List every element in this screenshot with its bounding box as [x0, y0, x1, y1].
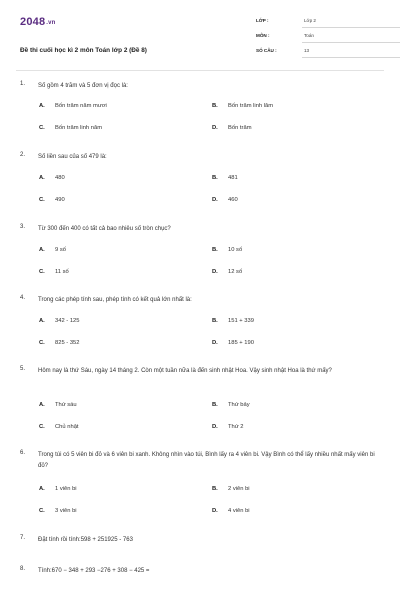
option-text: 4 viên bi	[228, 508, 250, 514]
option-a[interactable]	[39, 486, 77, 492]
option-text: Bốn trăm	[228, 125, 252, 131]
option-letter: B.	[212, 247, 218, 253]
meta-value: 13	[304, 48, 310, 53]
option-d[interactable]	[212, 269, 242, 275]
option-text: 151 + 339	[228, 318, 254, 324]
option-d[interactable]	[212, 125, 252, 131]
question-number: 2.	[20, 152, 26, 158]
option-text: Bốn trăm linh lăm	[228, 103, 274, 109]
question-text: Trong các phép tính sau, phép tính có kết quả lớn nhất là:	[38, 297, 192, 303]
question-text: Trong túi có 5 viên bi đỏ và 6 viên bi xanh. Không nhìn vào túi, Bình lấy ra 4 viên bi. Vậy Bình có thể lấy nhiều nhất mấy viên bi đỏ?	[38, 452, 375, 469]
option-c[interactable]	[39, 508, 77, 514]
question-text: Hôm nay là thứ Sáu, ngày 14 tháng 2. Còn một tuần nữa là đến sinh nhật Hoa. Vậy sinh nhật Hoa là thứ mấy?	[38, 368, 332, 374]
option-c[interactable]	[39, 424, 79, 430]
option-letter: D.	[212, 197, 218, 203]
option-letter: D.	[212, 269, 218, 275]
option-letter: C.	[39, 508, 45, 514]
question-text: Đặt tính rồi tính:598 + 251925 - 763	[38, 537, 133, 543]
option-a[interactable]	[39, 402, 77, 408]
option-b[interactable]	[212, 402, 250, 408]
question-text: Số liền sau của số 479 là:	[38, 154, 107, 160]
question-number: 5.	[20, 366, 26, 372]
option-b[interactable]	[212, 103, 273, 109]
logo-suffix: .vn	[46, 20, 56, 26]
meta-value: Lớp 2	[304, 18, 316, 23]
meta-label: SỐ CÂU :	[256, 48, 277, 53]
option-text: Bốn trăm linh năm	[55, 125, 103, 131]
option-text: Thứ bảy	[228, 402, 250, 408]
option-letter: A.	[39, 175, 45, 181]
logo-text: 2048	[20, 16, 46, 28]
option-b[interactable]	[212, 175, 238, 181]
option-letter: D.	[212, 125, 218, 131]
option-letter: D.	[212, 340, 218, 346]
meta-underline	[302, 42, 400, 43]
option-text: 185 + 190	[228, 340, 254, 346]
option-text: 2 viên bi	[228, 486, 250, 492]
option-letter: A.	[39, 103, 45, 109]
option-letter: A.	[39, 486, 45, 492]
option-letter: B.	[212, 175, 218, 181]
option-b[interactable]	[212, 318, 254, 324]
exam-title: Đề thi cuối học kì 2 môn Toán lớp 2 (Đề 8)	[20, 47, 147, 54]
option-text: Bốn trăm năm mươi	[55, 103, 107, 109]
option-text: 10 số	[228, 247, 243, 253]
site-logo[interactable]	[20, 16, 56, 28]
option-letter: B.	[212, 103, 218, 109]
option-b[interactable]	[212, 247, 242, 253]
option-letter: C.	[39, 424, 45, 430]
question-number: 6.	[20, 450, 26, 456]
option-letter: C.	[39, 269, 45, 275]
option-a[interactable]	[39, 318, 80, 324]
meta-label: LỚP :	[256, 18, 269, 23]
option-d[interactable]	[212, 508, 250, 514]
exam-header	[20, 14, 380, 64]
question-text: Tính:670 − 348 + 293 −276 + 308 − 425 =	[38, 568, 150, 574]
option-a[interactable]	[39, 247, 66, 253]
option-letter: A.	[39, 402, 45, 408]
option-b[interactable]	[212, 486, 250, 492]
option-text: 1 viên bi	[55, 486, 77, 492]
option-text: 480	[55, 175, 65, 181]
option-a[interactable]	[39, 175, 65, 181]
meta-row-class	[256, 14, 400, 29]
option-text: Thứ 2	[228, 424, 244, 430]
option-text: 11 số	[55, 269, 69, 275]
option-letter: D.	[212, 424, 218, 430]
question-number: 4.	[20, 295, 26, 301]
option-text: 3 viên bi	[55, 508, 77, 514]
option-c[interactable]	[39, 269, 69, 275]
meta-row-question-count	[256, 44, 400, 59]
option-letter: A.	[39, 247, 45, 253]
option-letter: C.	[39, 125, 45, 131]
question-number: 7.	[20, 535, 26, 541]
option-text: 490	[55, 197, 65, 203]
option-letter: B.	[212, 486, 218, 492]
meta-row-subject	[256, 29, 400, 44]
option-text: Thứ sáu	[55, 402, 77, 408]
question-number: 1.	[20, 81, 26, 87]
option-d[interactable]	[212, 424, 243, 430]
option-letter: B.	[212, 318, 218, 324]
question-number: 3.	[20, 224, 26, 230]
option-letter: B.	[212, 402, 218, 408]
option-letter: C.	[39, 340, 45, 346]
question-text: Từ 300 đến 400 có tất cả bao nhiêu số tròn chục?	[38, 226, 171, 232]
option-text: 825 - 352	[55, 340, 80, 346]
option-text: 460	[228, 197, 238, 203]
option-c[interactable]	[39, 125, 102, 131]
option-text: 481	[228, 175, 238, 181]
option-text: 12 số	[228, 269, 243, 275]
option-c[interactable]	[39, 340, 80, 346]
question-number: 8.	[20, 566, 26, 572]
meta-label: MÔN :	[256, 33, 270, 38]
option-d[interactable]	[212, 197, 238, 203]
meta-value: Toán	[304, 33, 314, 38]
header-divider	[16, 70, 384, 71]
option-letter: A.	[39, 318, 45, 324]
option-text: 9 số	[55, 247, 66, 253]
meta-underline	[302, 57, 400, 58]
meta-underline	[302, 27, 400, 28]
option-letter: C.	[39, 197, 45, 203]
option-c[interactable]	[39, 197, 65, 203]
option-d[interactable]	[212, 340, 254, 346]
option-a[interactable]	[39, 103, 107, 109]
option-text: Chủ nhật	[55, 424, 79, 430]
option-text: 342 - 125	[55, 318, 80, 324]
exam-meta	[256, 14, 400, 59]
question-text: Số gồm 4 trăm và 5 đơn vị đọc là:	[38, 83, 128, 89]
option-letter: D.	[212, 508, 218, 514]
